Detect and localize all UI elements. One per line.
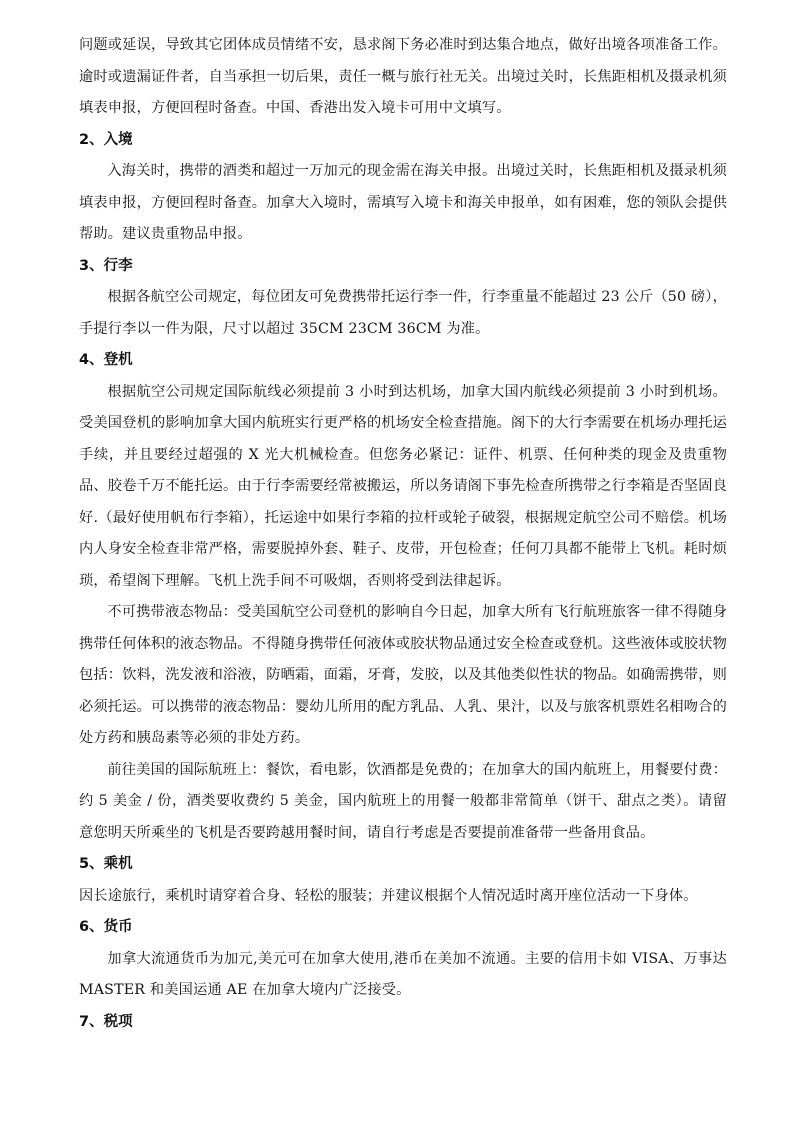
intro-paragraph: 问题或延误，导致其它团体成员情绪不安，恳求阁下务必准时到达集合地点，做好出境各项准备工作。逾时或遗漏证件者，自当承担一切后果，责任一概与旅行社无关。出境过关时，长焦距相机及摄录机须填表申报，方便回程时备查。中国、香港出发入境卡可用中文填写。 (79, 37, 727, 116)
document-page (79, 30, 727, 1038)
section-paragraph: 根据各航空公司规定，每位团友可免费携带托运行李一件，行李重量不能超过 23 公斤（50 磅），手提行李以一件为限，尺寸以超过 35CM 23CM 36CM 为准。 (79, 289, 727, 337)
section-heading-entry: 2、入境 (79, 131, 133, 148)
section-paragraph: 前往美国的国际航班上：餐饮，看电影，饮酒都是免费的；在加拿大的国内航班上，用餐要付费：约 5 美金 / 份，酒类要收费约 5 美金，国内航班上的用餐一般都非常简单（饼干、甜点之类）。请留意您明天所乘坐的飞机是否要跨越用餐时间，请自行考虑是否要提前准备带一些备用食品。 (79, 761, 727, 841)
section-heading-flight: 5、乘机 (79, 856, 133, 872)
section-paragraph: 不可携带液态物品：受美国航空公司登机的影响自今日起，加拿大所有飞行航班旅客一律不得随身携带任何体积的液态物品。不得随身携带任何液体或胶状物品通过安全检查或登机。这些液体或胶状物包括：饮料，洗发液和浴液，防晒霜，面霜，牙膏，发胶，以及其他类似性状的物品。如确需携带，则必须托运。可以携带的液态物品：婴幼儿所用的配方乳品、人乳、果汁，以及与旅客机票姓名相吻合的处方药和胰岛素等必须的非处方药。 (79, 604, 727, 746)
section-paragraph: 入海关时，携带的酒类和超过一万加元的现金需在海关申报。出境过关时，长焦距相机及摄录机须填表申报，方便回程时备查。加拿大入境时，需填写入境卡和海关申报单，如有困难，您的领队会提供帮助。建议贵重物品申报。 (79, 163, 727, 242)
section-heading-currency: 6、货币 (79, 919, 133, 935)
section-paragraph: 加拿大流通货币为加元,美元可在加拿大使用,港币在美加不流通。主要的信用卡如 VISA、万事达 MASTER 和美国运通 AE 在加拿大境内广泛接受。 (79, 950, 727, 998)
section-paragraph: 因长途旅行，乘机时请穿着合身、轻松的服装；并建议根据个人情况适时离开座位活动一下身体。 (79, 887, 698, 904)
section-heading-luggage: 3、行李 (79, 257, 133, 274)
section-heading-tax: 7、税项 (79, 1013, 133, 1030)
section-paragraph: 根据航空公司规定国际航线必须提前 3 小时到达机场，加拿大国内航线必须提前 3 小时到机场。受美国登机的影响加拿大国内航班实行更严格的机场安全检查措施。阁下的大行李需要在机场办理托运手续，并且要经过超强的 X 光大机械检查。但您务必紧记：证件、机票、任何种类的现金及贵重物品、胶卷千万不能托运。由于行李需要经常被搬运，所以务请阁下事先检查所携带之行李箱是否坚固良好.（最好使用帆布行李箱），托运途中如果行李箱的拉杆或轮子破裂，根据规定航空公司不赔偿。机场内人身安全检查非常严格，需要脱掉外套、鞋子、皮带，开包检查；任何刀具都不能带上飞机。耗时烦琐，希望阁下理解。飞机上洗手间不可吸烟，否则将受到法律起诉。 (79, 383, 727, 589)
section-heading-boarding: 4、登机 (79, 352, 133, 368)
